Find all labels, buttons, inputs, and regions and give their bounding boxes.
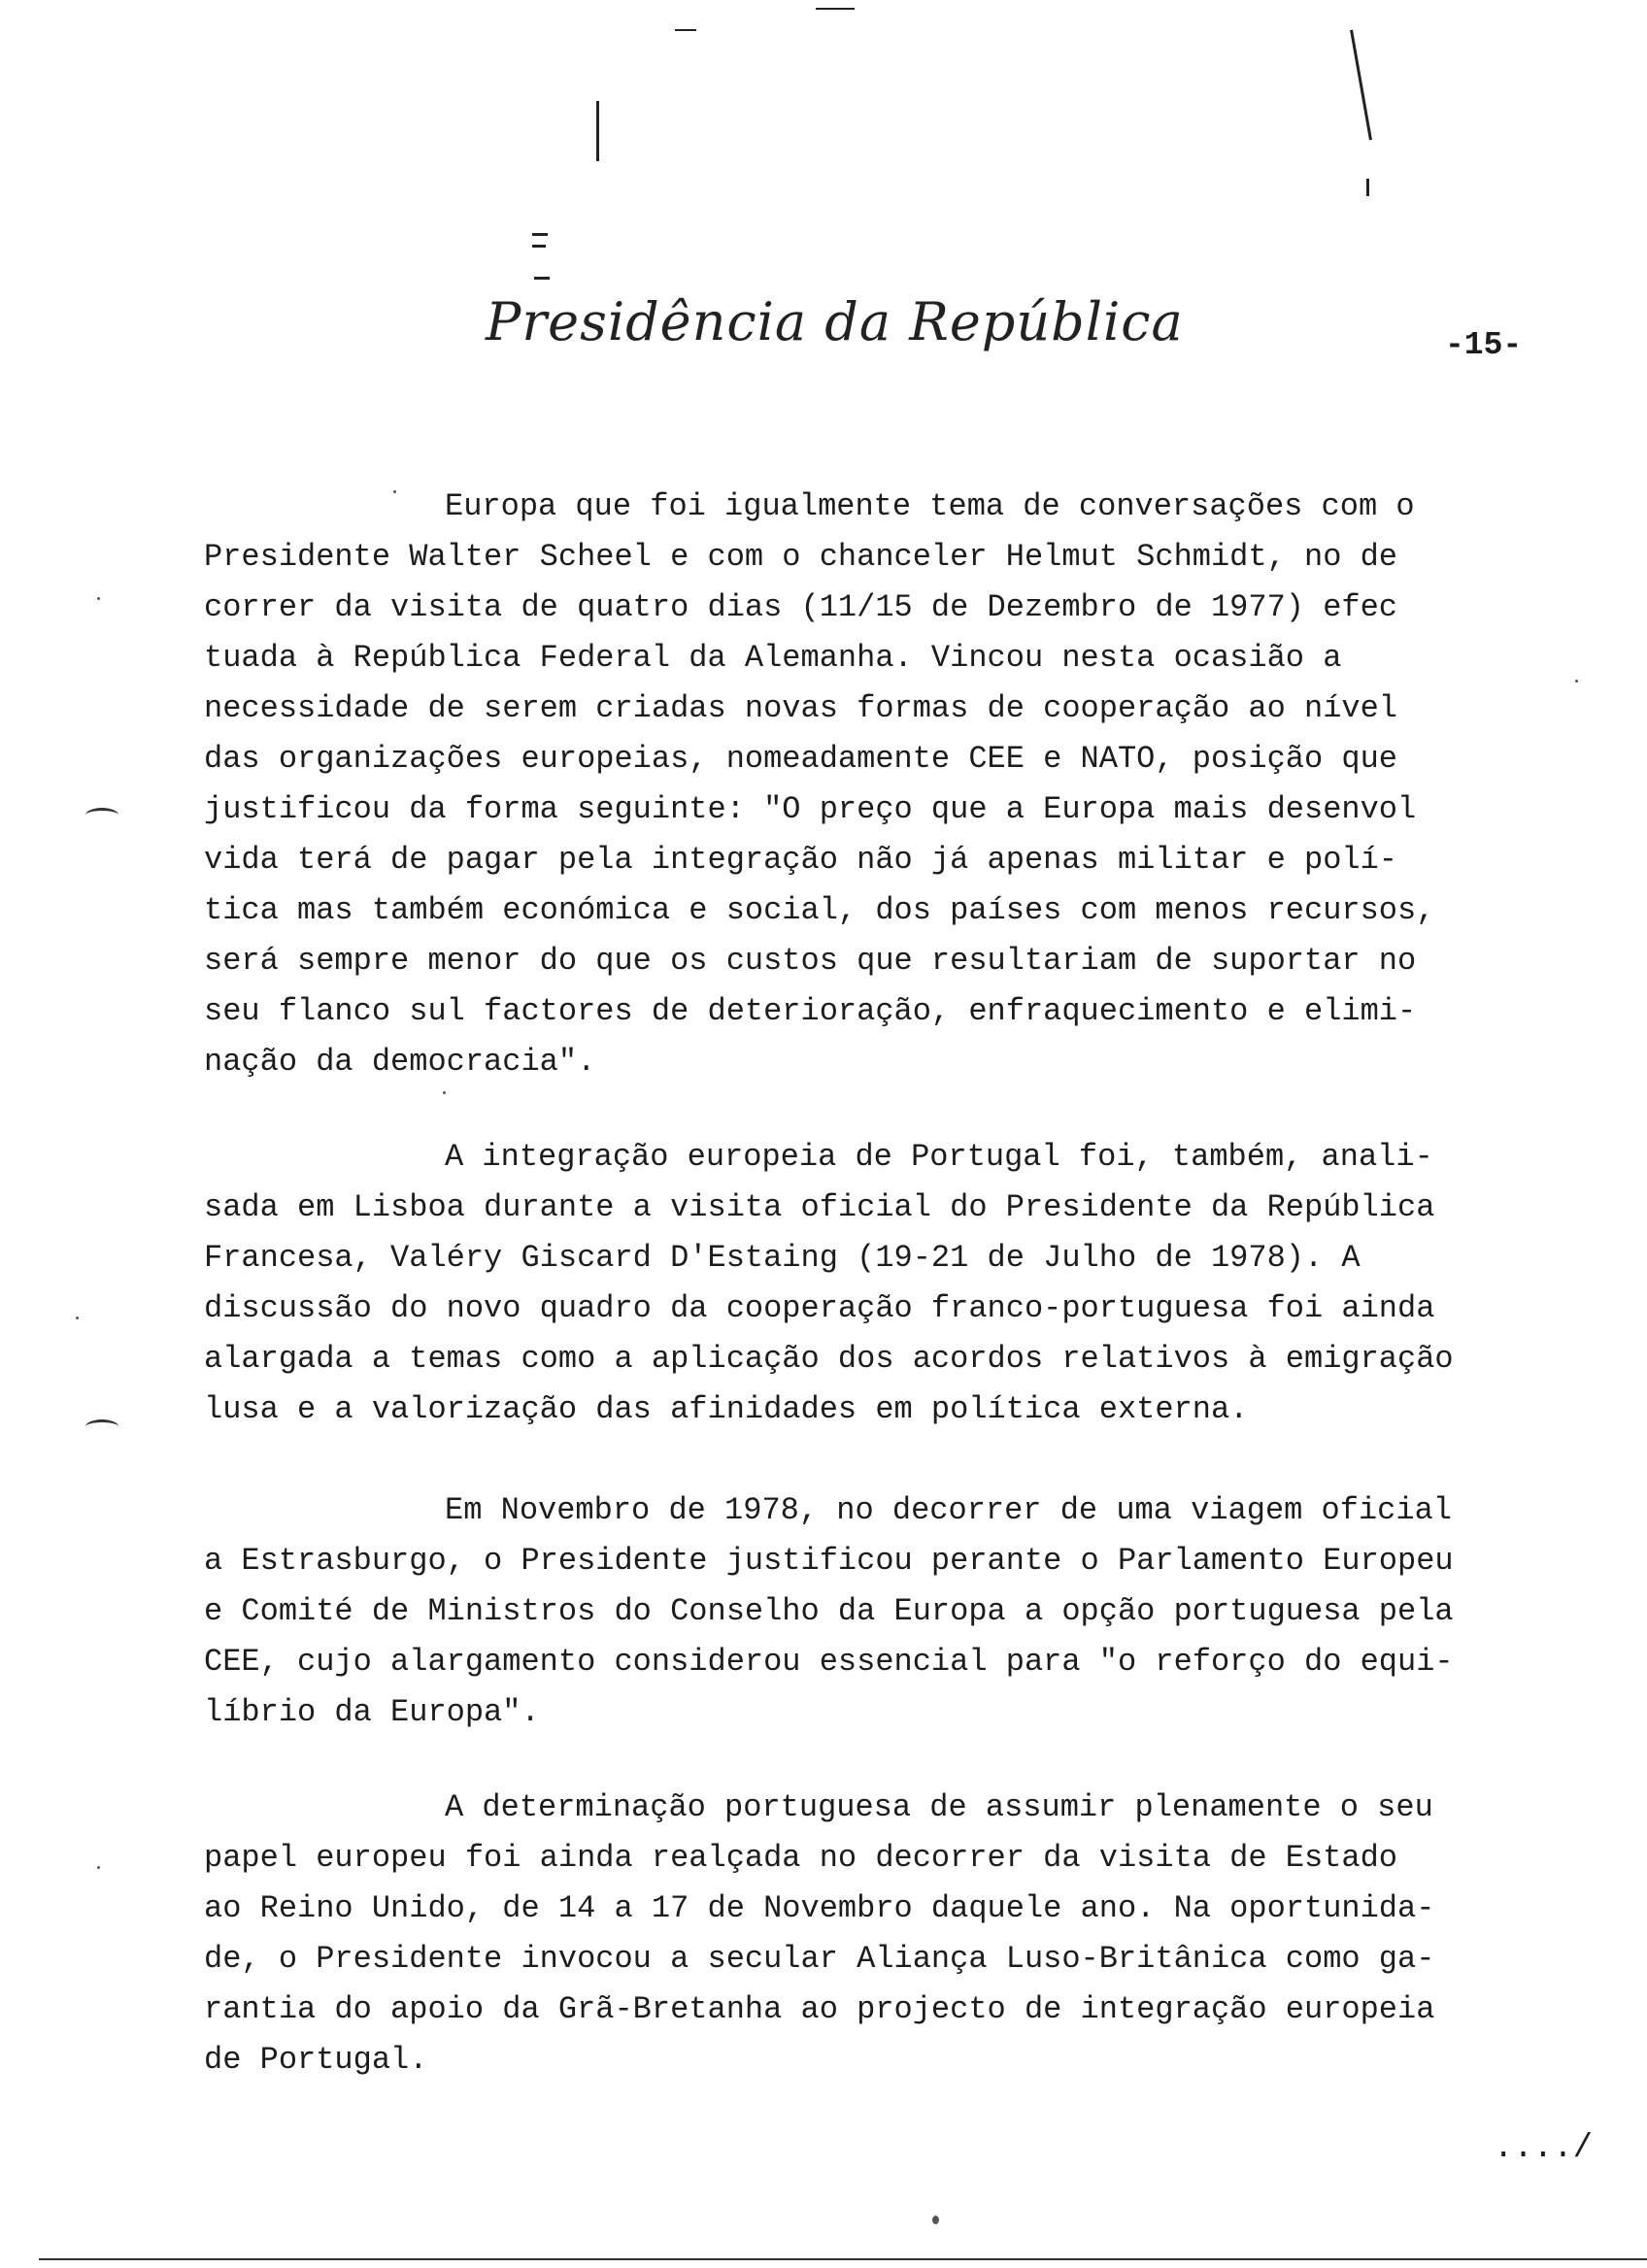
continuation-mark: ..../ [1494,2130,1594,2167]
text-line: e Comité de Ministros do Conselho da Europa a opção portuguesa pela [204,1593,1454,1629]
paragraph-3 [204,1485,1593,1738]
paragraph-2 [204,1132,1593,1435]
text-line: tuada à República Federal da Alemanha. Vincou nesta ocasião a [204,640,1342,676]
text-line: justificou da forma seguinte: "O preço que a Europa mais desenvol [204,791,1417,827]
page-number: -15- [1445,327,1523,363]
paragraph-1 [204,482,1593,1087]
text-line: ao Reino Unido, de 14 a 17 de Novembro daquele ano. Na oportunida- [204,1890,1435,1926]
text-line: Francesa, Valéry Giscard D'Estaing (19-21 de Julho de 1978). A [204,1240,1361,1276]
text-line: correr da visita de quatro dias (11/15 de Dezembro de 1977) efec [204,589,1397,625]
text-line: será sempre menor do que os custos que resultariam de suportar no [204,943,1417,979]
text-line: discussão do novo quadro da cooperação franco-portuguesa foi ainda [204,1290,1435,1326]
scan-mark [596,101,599,161]
text-line: rantia do apoio da Grã-Bretanha ao projecto de integração europeia [204,1991,1435,2027]
scan-mark [1350,30,1372,141]
scan-mark [816,8,855,10]
text-line: papel europeu foi ainda realçada no decorrer da visita de Estado [204,1840,1397,1876]
scan-mark [532,233,548,236]
text-line: vida terá de pagar pela integração não já apenas militar e polí- [204,842,1397,878]
scan-speck [443,1091,446,1094]
text-line: líbrio da Europa". [204,1694,540,1730]
text-line: nação da democracia". [204,1044,596,1080]
letterhead: Presidência da República [486,291,1184,352]
scan-mark [534,277,550,280]
text-line: de Portugal. [204,2042,428,2078]
text-line: das organizações europeias, nomeadamente CEE e NATO, posição que [204,741,1397,777]
scan-mark [532,245,546,248]
text-line: Europa que foi igualmente tema de conversações com o [445,488,1415,524]
text-line: sada em Lisboa durante a visita oficial do Presidente da República [204,1189,1435,1225]
text-line: A determinação portuguesa de assumir plenamente o seu [445,1789,1433,1825]
scan-speck [97,1866,100,1869]
text-line: A integração europeia de Portugal foi, também, anali- [445,1139,1433,1175]
scan-mark [675,29,696,31]
scan-speck [932,2216,939,2224]
text-line: tica mas também económica e social, dos países com menos recursos, [204,892,1435,928]
paragraph-4 [204,1783,1593,2085]
text-line: CEE, cujo alargamento considerou essencial para "o reforço do equi- [204,1644,1454,1680]
bottom-edge-rule [39,2258,1647,2260]
scan-speck [76,1317,79,1319]
scan-mark [1366,179,1369,196]
scan-mark [85,1419,118,1434]
scan-speck [97,597,100,600]
text-line: seu flanco sul factores de deterioração, enfraquecimento e elimi- [204,993,1417,1029]
text-line: lusa e a valorização das afinidades em política externa. [204,1391,1249,1427]
text-line: a Estrasburgo, o Presidente justificou perante o Parlamento Europeu [204,1543,1454,1579]
text-line: de, o Presidente invocou a secular Aliança Luso-Britânica como ga- [204,1941,1435,1977]
text-line: alargada a temas como a aplicação dos acordos relativos à emigração [204,1341,1454,1377]
text-line: Em Novembro de 1978, no decorrer de uma viagem oficial [445,1492,1452,1528]
scan-mark [85,808,118,822]
text-line: necessidade de serem criadas novas formas de cooperação ao nível [204,690,1397,726]
text-line: Presidente Walter Scheel e com o chanceler Helmut Schmidt, no de [204,539,1397,575]
